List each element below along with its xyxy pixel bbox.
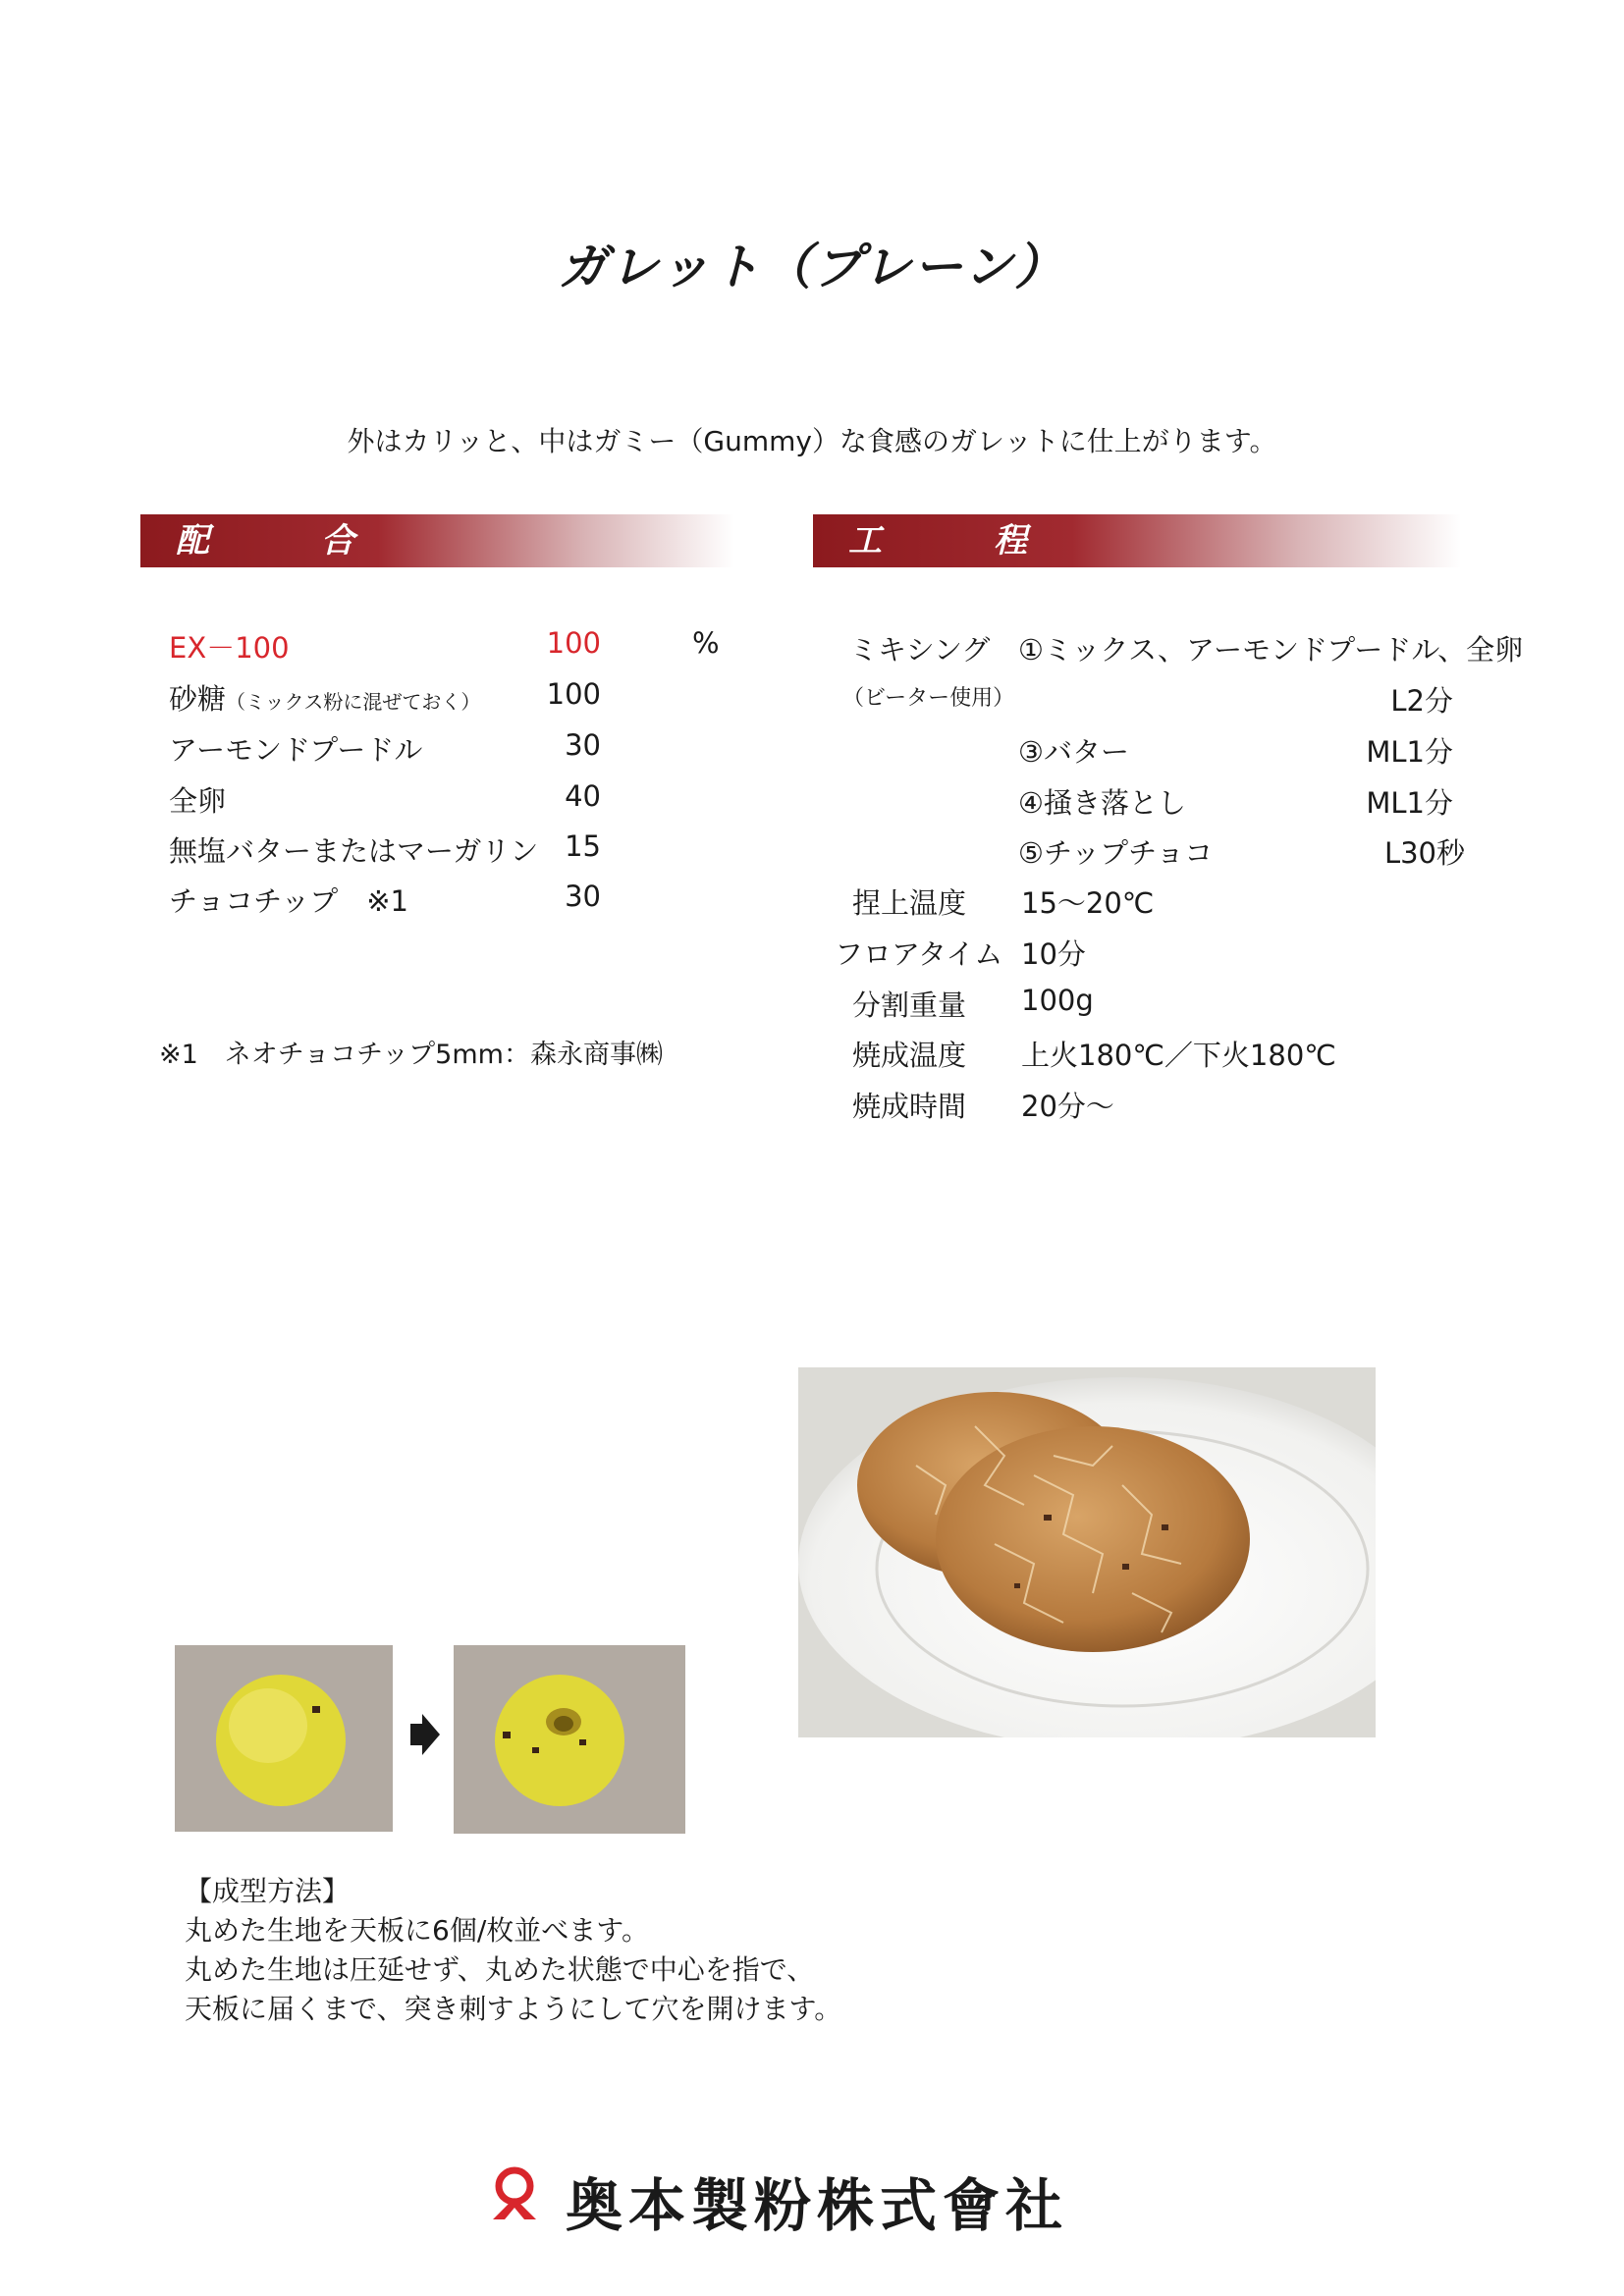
mixing-step-time: ML1分 (1366, 786, 1453, 820)
mixing-sub-label: （ビーター使用） (842, 686, 1015, 711)
ingredient-value: 40 (565, 779, 601, 813)
recipe-section-heading: 配 合 (140, 514, 734, 567)
dough-pressed-illustration (454, 1645, 685, 1834)
ingredient-value: 30 (565, 880, 601, 913)
param-label: 焼成温度 (852, 1039, 967, 1072)
param-value: 10分 (1021, 937, 1086, 971)
ingredient-value: 100 (546, 626, 601, 660)
ingredient-name: アーモンドプードル (169, 733, 423, 767)
galette-illustration (798, 1367, 1376, 1737)
ingredient-name-sugar (169, 677, 480, 718)
mixing-label: ミキシング (849, 633, 991, 667)
company-name: 奥本製粉株式會社 (566, 2172, 1069, 2239)
mixing-step-time: ML1分 (1366, 735, 1453, 769)
dough-ball-illustration (175, 1645, 393, 1832)
param-value: 20分～ (1021, 1090, 1114, 1123)
ingredient-name: 無塩バターまたはマーガリン (169, 834, 539, 868)
param-label: 分割重量 (852, 988, 967, 1022)
mixing-step: ③バター (1018, 735, 1129, 769)
shaping-line: 丸めた生地は圧延せず、丸めた状態で中心を指で、 (185, 1953, 815, 1986)
param-value: 100g (1021, 984, 1094, 1017)
ingredient-value: 100 (546, 677, 601, 711)
arrow-right-icon (405, 1710, 444, 1759)
param-value: 上火180℃／下火180℃ (1021, 1039, 1336, 1072)
mixing-step: ⑤チップチョコ (1018, 836, 1214, 870)
ingredient-unit: % (692, 626, 720, 660)
mixing-step-time: L2分 (1390, 684, 1453, 718)
process-section-heading: 工 程 (813, 514, 1461, 567)
ingredient-name: 全卵 (169, 784, 227, 818)
page-subtitle: 外はカリッと、中はガミー（Gummy）な食感のガレットに仕上がります。 (347, 425, 1277, 457)
company-logo-icon (483, 2163, 546, 2225)
param-label: 焼成時間 (852, 1090, 967, 1123)
ingredient-name: 砂糖 (169, 682, 227, 716)
ingredient-value: 15 (565, 829, 601, 863)
dough-ball-photo (175, 1645, 393, 1832)
shaping-line: 天板に届くまで、突き刺すようにして穴を開けます。 (185, 1993, 842, 2025)
galette-photo (798, 1367, 1376, 1737)
ingredient-note: （ミックス粉に混ぜておく） (226, 690, 481, 714)
mixing-step: ①ミックス、アーモンドプードル、全卵 (1018, 633, 1524, 667)
mixing-step-time: L30秒 (1383, 836, 1465, 870)
footnote: ※1 ネオチョコチップ5mm：森永商事㈱ (159, 1040, 663, 1070)
dough-pressed-photo (454, 1645, 685, 1834)
shaping-line: 丸めた生地を天板に6個/枚並べます。 (185, 1914, 650, 1947)
page-title: ガレット（プレーン） (558, 239, 1066, 295)
shaping-heading: 【成型方法】 (185, 1875, 351, 1907)
ingredient-value: 30 (565, 728, 601, 762)
param-label: フロアタイム (835, 937, 1003, 971)
ingredient-name: チョコチップ ※1 (169, 884, 409, 918)
param-value: 15～20℃ (1021, 886, 1155, 920)
ingredient-name: EX－100 (169, 631, 290, 665)
mixing-step: ④掻き落とし (1018, 786, 1186, 820)
param-label: 捏上温度 (852, 886, 967, 920)
